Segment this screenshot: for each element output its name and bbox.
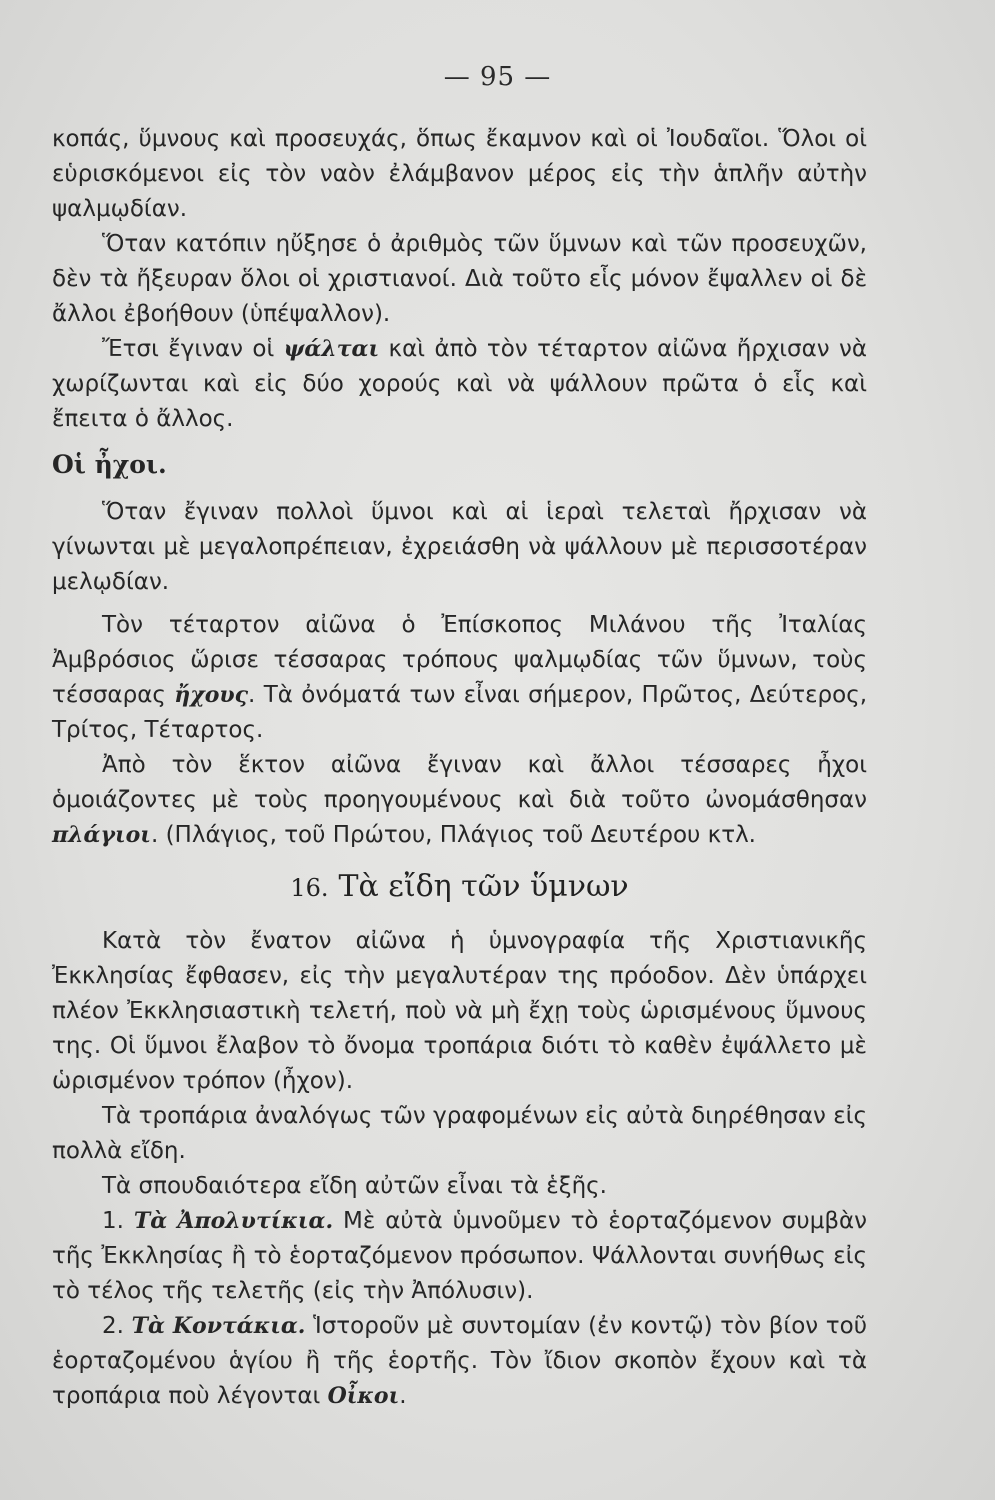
term-kontakia: Τὰ Κοντάκια.: [131, 1313, 306, 1339]
subheading-echoi: Οἱ ἦχοι.: [52, 450, 167, 479]
paragraph-6-start: Ἀπὸ τὸν ἕκτον αἰῶνα ἔγιναν καὶ ἄλλοι τέσσαρες ἦχοι ὁμοιάζοντες μὲ τοὺς προηγουμένους καὶ διὰ τοῦτο ὠνομάσθησαν: [52, 752, 867, 813]
paragraph-6: [52, 748, 867, 853]
term-plagioi: πλάγιοι: [52, 822, 151, 848]
list-item-kontakia: [52, 1309, 867, 1414]
paragraph-9: Τὰ σπουδαιότερα εἴδη αὐτῶν εἶναι τὰ ἑξῆς.: [102, 1173, 607, 1199]
paragraph-3-end: καὶ ἀπὸ τὸν τέταρτον αἰῶνα ἤρχισαν νὰ χωρίζωνται καὶ εἰς δύο χορούς καὶ νὰ ψάλλουν πρῶτα ὁ εἷς καὶ ἔπειτα ὁ ἄλλος.: [52, 336, 868, 432]
section-number: 16.: [290, 874, 329, 902]
term-psaltai: ψάλται: [283, 336, 380, 362]
term-oikoi: Οἶκοι: [327, 1383, 400, 1409]
section-title: Τὰ εἴδη τῶν ὕμνων: [338, 869, 629, 904]
paragraph-6-end: . (Πλάγιος, τοῦ Πρώτου, Πλάγιος τοῦ Δευτέρου κτλ.: [150, 822, 756, 848]
paragraph-8: Τὰ τροπάρια ἀναλόγως τῶν γραφομένων εἰς αὐτὰ διηρέθησαν εἰς πολλὰ εἴδη.: [52, 1103, 867, 1164]
paragraph-7: Κατὰ τὸν ἔνατον αἰῶνα ἡ ὑμνογραφία τῆς Χριστιανικῆς Ἐκκλησίας ἔφθασεν, εἰς τὴν μεγαλυτέραν της πρόοδον. Δὲν ὑπάρχει πλέον Ἐκκλησιαστικὴ τελετή, ποὺ νὰ μὴ ἔχῃ τοὺς ὡρισμένους ὕμνους της. Οἱ ὕμνοι ἔλαβον τὸ ὄνομα τροπάρια διότι τὸ καθὲν ἐψάλλετο μὲ ὡρισμένον τρόπον (ἦχον).: [52, 928, 867, 1094]
page-number: — 95 —: [443, 62, 552, 92]
paragraph-5-start: Τὸν τέταρτον αἰῶνα ὁ Ἐπίσκοπος Μιλάνου τῆς Ἰταλίας Ἀμβρόσιος ὥρισε τέσσαρας τρόπους ψαλμῳδίας τῶν ὕμνων, τοὺς τέσσαρας: [52, 612, 867, 708]
paragraph-2: Ὅταν κατόπιν ηὔξησε ὁ ἀριθμὸς τῶν ὕμνων καὶ τῶν προσευχῶν, δὲν τὰ ἤξευραν ὅλοι οἱ χριστιανοί. Διὰ τοῦτο εἷς μόνον ἔψαλλεν οἱ δὲ ἄλλοι ἐβοήθουν (ὑπέψαλλον).: [52, 231, 867, 327]
list-item-number: 2.: [102, 1313, 124, 1339]
section-heading: [52, 863, 867, 912]
list-item-text: Μὲ αὐτὰ ὑμνοῦμεν τὸ ἑορταζόμενον συμβὰν τῆς Ἐκκλησίας ἢ τὸ ἑορταζόμενον πρόσωπον. Ψάλλονται συνήθως εἰς τὸ τέλος τῆς τελετῆς (εἰς τὴν Ἀπόλυσιν).: [52, 1208, 868, 1304]
paragraph-5-end: . Τὰ ὀνόματά των εἶναι σήμερον, Πρῶτος, Δεύτερος, Τρίτος, Τέταρτος.: [52, 682, 868, 743]
page-body: [52, 122, 867, 1414]
term-apolytikia: Τὰ Ἀπολυτίκια.: [133, 1208, 334, 1234]
paragraph-4: Ὅταν ἔγιναν πολλοὶ ὕμνοι καὶ αἱ ἱεραὶ τελεταὶ ἤρχισαν νὰ γίνωνται μὲ μεγαλοπρέπειαν, ἐχρειάσθη νὰ ψάλλουν μὲ περισσοτέραν μελῳδίαν.: [52, 499, 867, 595]
paragraph-3-start: Ἔτσι ἔγιναν οἱ: [102, 336, 275, 362]
list-item-apolytikia: [52, 1204, 867, 1309]
term-echous: ἤχους: [174, 682, 249, 708]
list-item-number: 1.: [102, 1208, 124, 1234]
paragraph-1: κοπάς, ὕμνους καὶ προσευχάς, ὅπως ἔκαμνον καὶ οἱ Ἰουδαῖοι. Ὅλοι οἱ εὑρισκόμενοι εἰς τὸν ναὸν ἐλάμβανον μέρος εἰς τὴν ἁπλῆν αὐτὴν ψαλμῳδίαν.: [52, 126, 867, 222]
list-item-text: Ἱστοροῦν μὲ συντομίαν (ἐν κοντῷ) τὸν βίον τοῦ ἑορταζομένου ἁγίου ἢ τῆς ἑορτῆς. Τὸν ἴδιον σκοπὸν ἔχουν καὶ τὰ τροπάρια ποὺ λέγονται: [52, 1313, 868, 1409]
list-item-text-end: .: [399, 1383, 407, 1409]
paragraph-3: [52, 332, 867, 437]
paragraph-5: [52, 608, 867, 748]
